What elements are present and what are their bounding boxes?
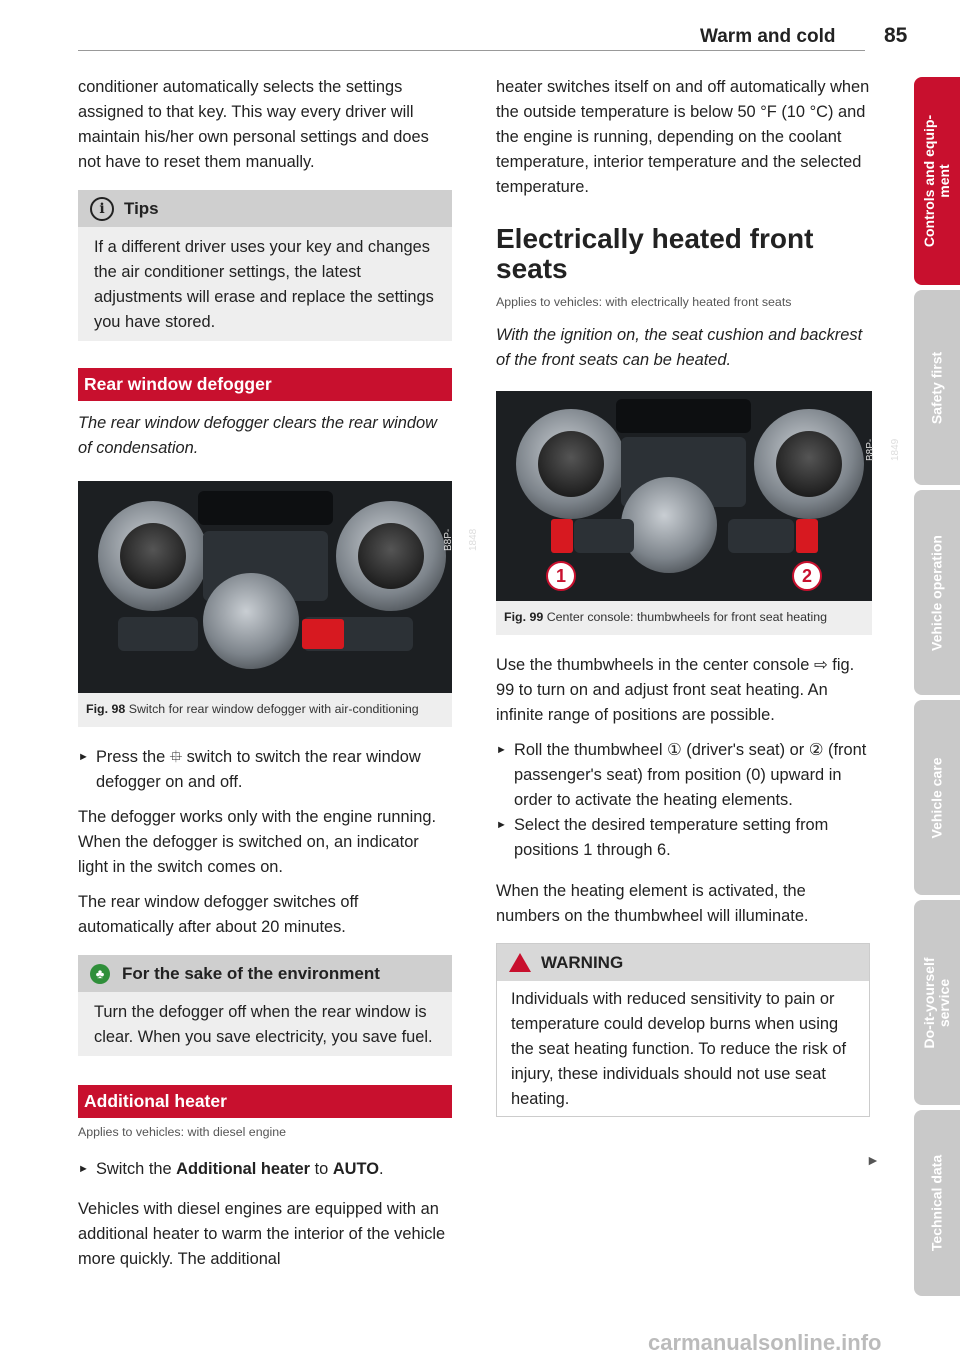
caption-label: Fig. 98: [86, 702, 126, 716]
side-tab-technical-data[interactable]: [914, 1110, 960, 1296]
passenger-seat-thumbwheel: [796, 519, 818, 553]
header-rule: [78, 50, 865, 51]
additional-p1: Vehicles with diesel engines are equipped with an additional heater to warm the interior of the vehicle more quickly. The additional: [78, 1200, 446, 1268]
defogger-lead: The rear window defogger clears the rear window of condensation.: [78, 414, 437, 457]
info-icon: i: [90, 197, 114, 221]
figure-99-caption: [496, 601, 872, 635]
caption-text: Switch for rear window defogger with air-conditioning: [128, 702, 419, 716]
figure-98-caption: [78, 693, 452, 727]
warning-text: Individuals with reduced sensitivity to pain or temperature could develop burns when using the seat heating function. To reduce the risk of injury, these individuals should not use seat heating.: [497, 981, 869, 1116]
left-knob-center-2: [538, 431, 604, 497]
environment-text: Turn the defogger off when the rear window is clear. When you save electricity, you save fuel.: [94, 1003, 433, 1046]
defogger-p1: The defogger works only with the engine running. When the defogger is switched on, an indicator light in the switch comes on.: [78, 808, 437, 876]
additional-applies: Applies to vehicles: with diesel engine: [78, 1125, 287, 1139]
side-tab-label: Vehicle care: [928, 757, 945, 838]
warning-title: WARNING: [541, 953, 624, 972]
bullet-post: .: [378, 1160, 384, 1178]
bullet-pre: Switch the: [96, 1160, 177, 1178]
side-tab-label: Controls and equip- ment: [921, 114, 952, 248]
environment-box: [78, 955, 452, 1056]
callout-2: 2: [792, 561, 822, 591]
right-switch-panel-2: [728, 519, 794, 553]
right-knob-center: [358, 523, 424, 589]
left-knob-center: [120, 523, 186, 589]
right-column: [496, 75, 901, 1117]
seats-heading: Electrically heated front seats: [496, 223, 814, 284]
environment-header: [78, 955, 452, 992]
figure-code-2: B8P-1849: [865, 438, 901, 461]
tips-text: If a different driver uses your key and changes the air conditioner settings, the latest adjustments will erase and replace the settings you have stored.: [94, 238, 434, 331]
defogger-heading: [78, 368, 452, 401]
defogger-p2: The rear window defogger switches off automatically after about 20 minutes.: [78, 893, 359, 936]
figure-code: B8P-1848: [443, 528, 479, 551]
additional-heading-text: Additional heater: [84, 1091, 227, 1111]
right-knob-center-2: [776, 431, 842, 497]
bullet-mid: to: [310, 1160, 333, 1178]
callout-1: 1: [546, 561, 576, 591]
left-switch-panel-2: [574, 519, 634, 553]
continue-arrow-icon: ►: [866, 1152, 880, 1168]
tips-header: [78, 190, 452, 227]
side-tab-vehicle-care[interactable]: [914, 700, 960, 895]
environment-icon: ♣: [90, 964, 110, 984]
side-tab-vehicle-operation[interactable]: [914, 490, 960, 695]
side-tab-safety[interactable]: [914, 290, 960, 485]
rear-defogger-switch: [302, 619, 344, 649]
driver-seat-thumbwheel: [551, 519, 573, 553]
tips-box: [78, 190, 452, 341]
display-screen-2: [616, 399, 751, 433]
page-number: 85: [884, 24, 908, 47]
warning-box: [496, 943, 870, 1117]
seats-p2: When the heating element is activated, the numbers on the thumbwheel will illuminate.: [496, 882, 809, 925]
display-screen: [198, 491, 333, 525]
section-title: Warm and cold: [700, 26, 836, 47]
bullet-bold-2: AUTO: [332, 1160, 379, 1178]
warning-header: [497, 944, 869, 981]
seats-bullet-2: ► Select the desired temperature setting from positions 1 through 6.: [496, 813, 872, 863]
bullet-bold-1: Additional heater: [176, 1160, 311, 1178]
figure-98: [78, 481, 479, 693]
defogger-bullet: ► Press the ⯐ switch to switch the rear window defogger on and off.: [78, 745, 452, 795]
side-tab-label: Do-it-yourself service: [921, 957, 952, 1048]
environment-title: For the sake of the environment: [122, 964, 380, 983]
additional-bullet: [78, 1157, 452, 1182]
watermark: carmanualsonline.info: [648, 1330, 882, 1355]
seats-lead: With the ignition on, the seat cushion and backrest of the front seats can be heated.: [496, 326, 863, 369]
left-column: [78, 75, 479, 1272]
warning-icon: [509, 953, 531, 972]
caption-text-2: Center console: thumbwheels for front seat heating: [546, 610, 828, 624]
defogger-heading-text: Rear window defogger: [84, 374, 272, 394]
tips-title: Tips: [124, 199, 159, 218]
seats-p1: Use the thumbwheels in the center console ⇨ fig. 99 to turn on and adjust front seat heating. An infinite range of positions are possible.: [496, 656, 855, 724]
gear-shift-knob-2: [621, 477, 717, 573]
side-tab-label: Technical data: [928, 1154, 945, 1252]
caption-label-2: Fig. 99: [504, 610, 544, 624]
side-tab-label: Safety first: [928, 351, 945, 424]
intro-paragraph: conditioner automatically selects the settings assigned to that key. This way every driver will maintain his/her own personal settings and does not have to reset them manually.: [78, 78, 429, 171]
continuation-paragraph: heater switches itself on and off automatically when the outside temperature is below 50 °F (10 °C) and the engine is running, depending on the coolant temperature, interior temperature and the selected temperature.: [496, 78, 870, 196]
side-tab-label: Vehicle operation: [928, 534, 945, 651]
left-switch-panel: [118, 617, 198, 651]
seats-applies: Applies to vehicles: with electrically heated front seats: [496, 295, 792, 309]
figure-99: [496, 391, 901, 601]
seats-bullet-1: ► Roll the thumbwheel ① (driver's seat) or ② (front passenger's seat) from position (0) upward in order to activate the heating elements.: [496, 738, 872, 813]
gear-shift-knob: [203, 573, 299, 669]
side-tab-controls[interactable]: [914, 77, 960, 285]
side-tab-diy-service[interactable]: [914, 900, 960, 1105]
additional-heater-heading: [78, 1085, 452, 1118]
